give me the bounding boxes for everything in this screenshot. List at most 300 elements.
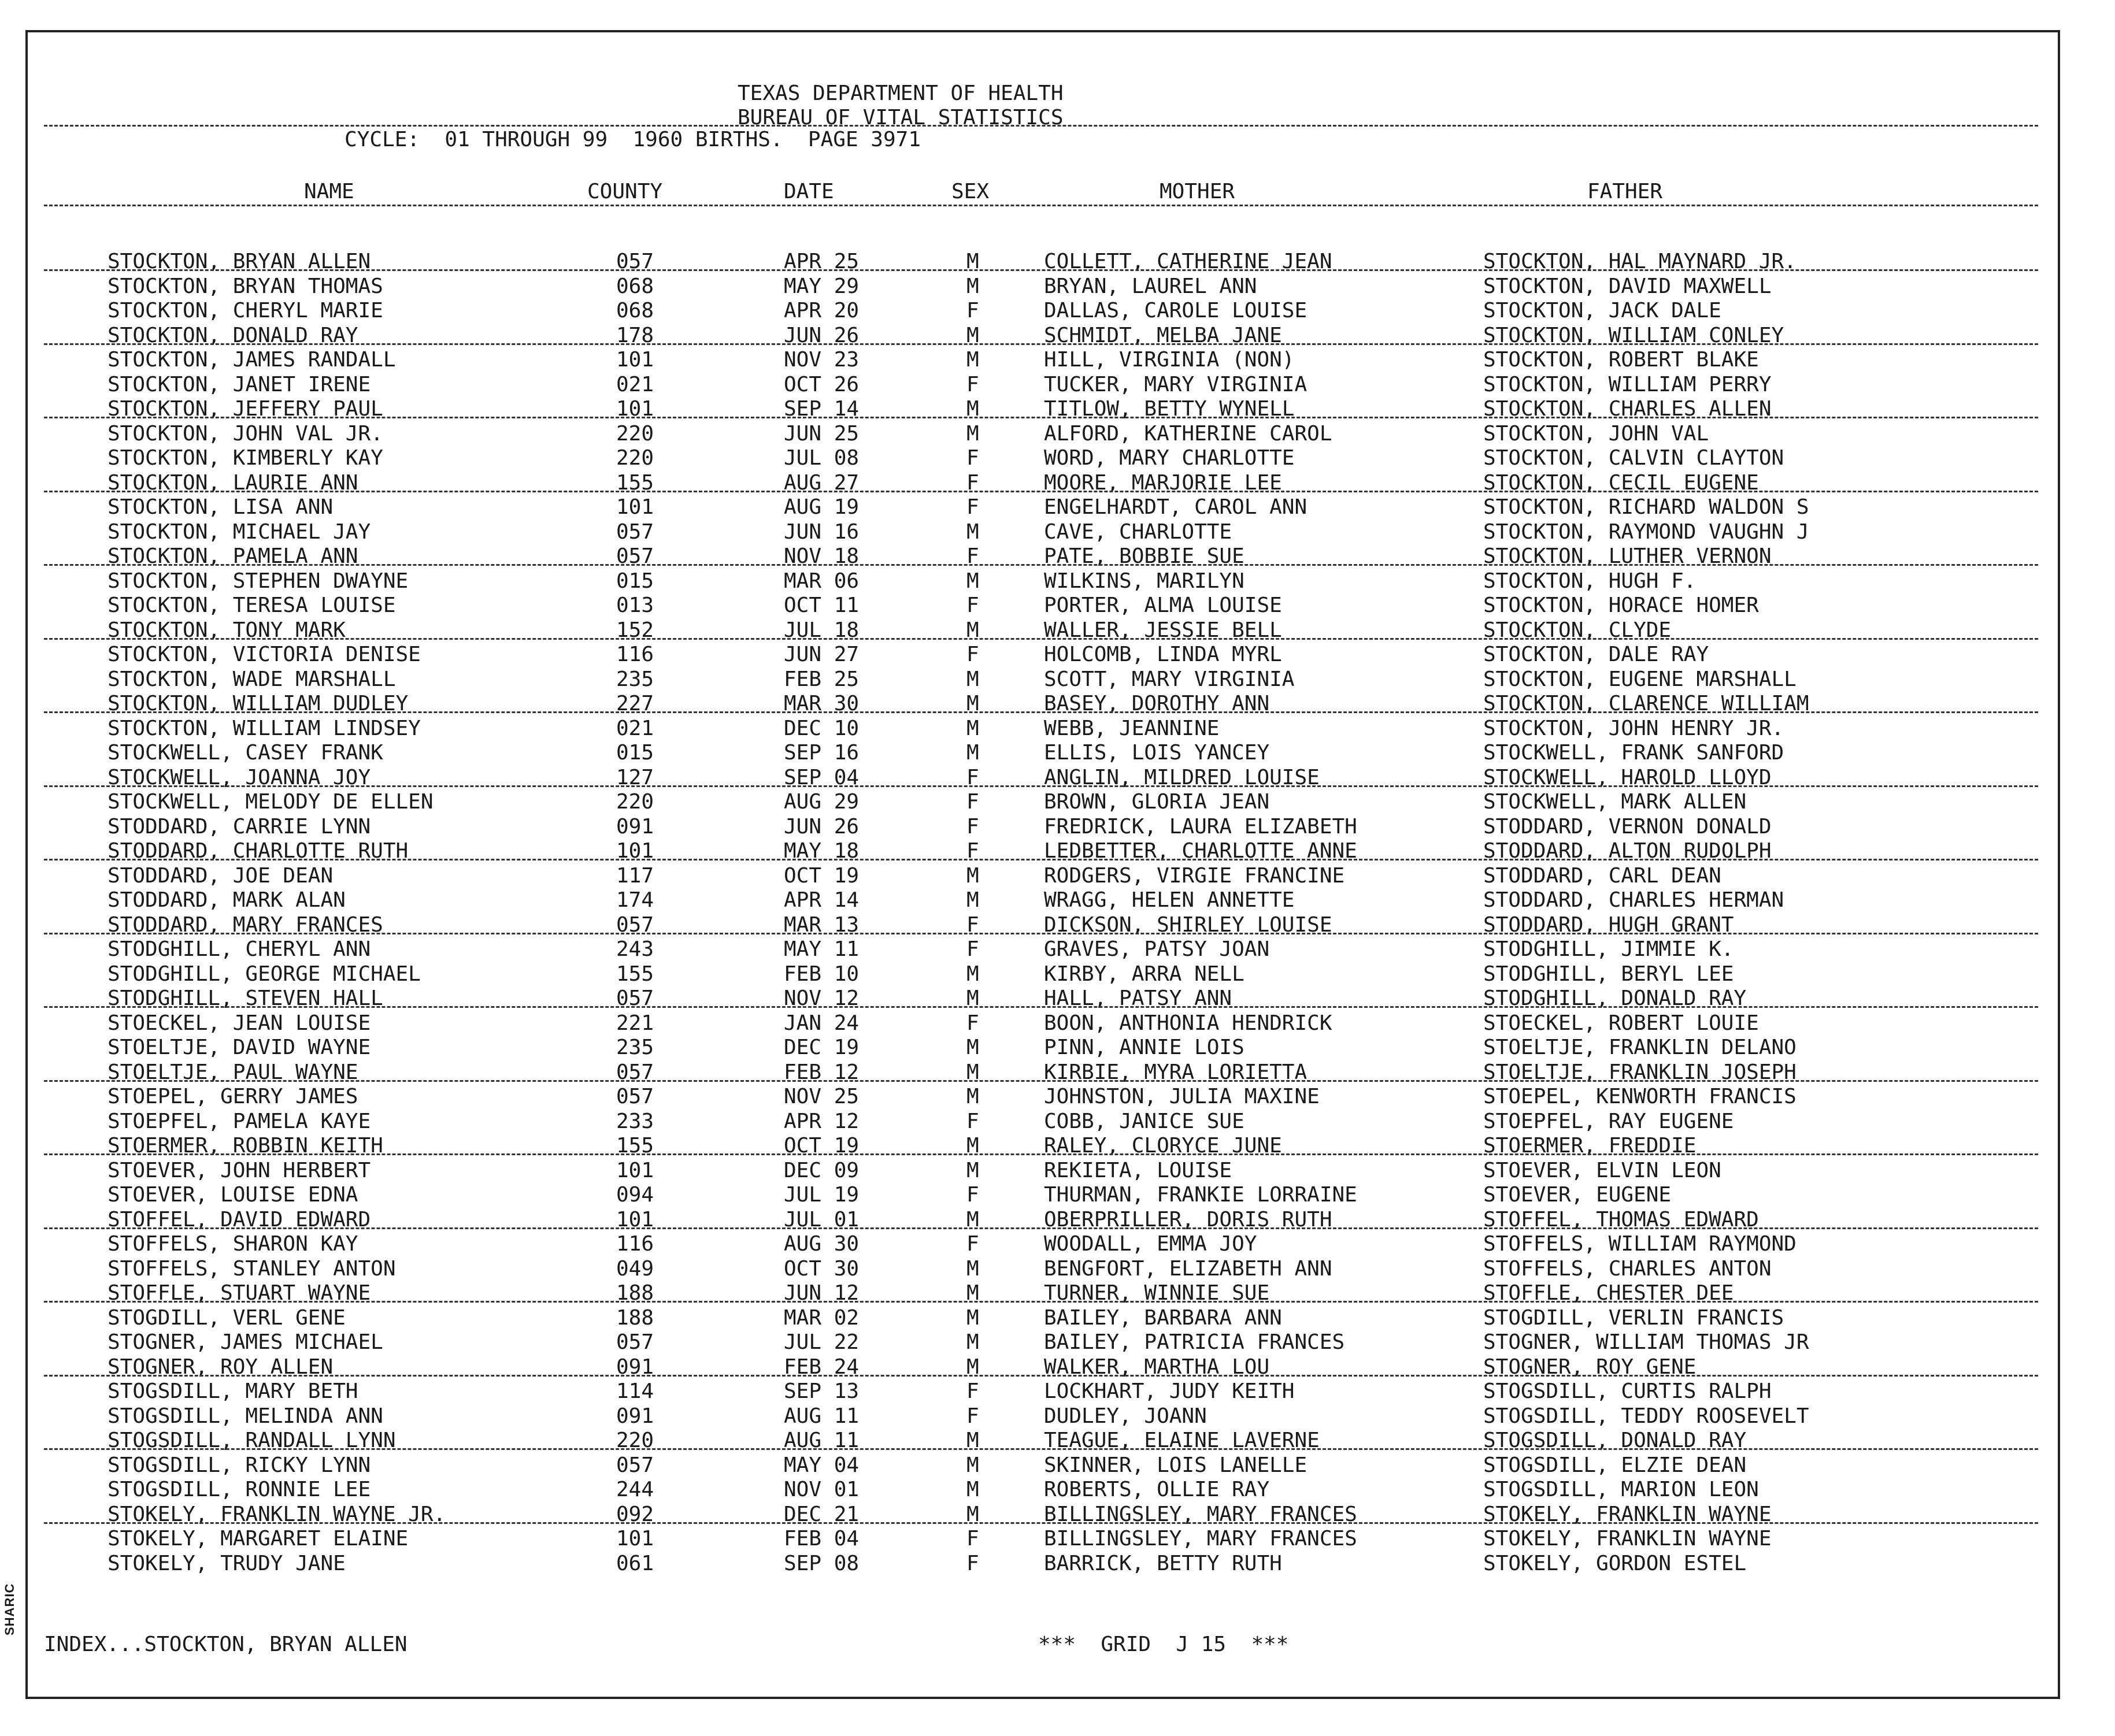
table-row	[0, 1404, 2081, 1429]
cell-date: DEC 19	[784, 1036, 860, 1059]
table-row	[0, 741, 2081, 765]
cell-father: STOGSDILL, CURTIS RALPH	[1483, 1379, 1772, 1403]
cell-county: 057	[616, 520, 654, 544]
cell-county: 057	[616, 1085, 654, 1108]
cell-date: JUN 26	[784, 323, 860, 347]
cell-father: STOGSDILL, TEDDY ROOSEVELT	[1483, 1404, 1809, 1428]
cell-mother: HILL, VIRGINIA (NON)	[1044, 348, 1295, 372]
cell-name: STODDARD, JOE DEAN	[108, 863, 334, 888]
cell-mother: TUCKER, MARY VIRGINIA	[1044, 372, 1307, 396]
cell-county: 101	[616, 1207, 654, 1231]
cell-father: STOCKTON, WILLIAM PERRY	[1483, 372, 1772, 396]
cell-sex: M	[966, 250, 979, 273]
cell-name: STOFFELS, SHARON KAY	[108, 1232, 358, 1256]
header-rule	[44, 125, 2038, 127]
cell-name: STOEVER, LOUISE EDNA	[108, 1183, 358, 1207]
cell-county: 021	[616, 372, 654, 396]
cell-mother: WILKINS, MARILYN	[1044, 569, 1244, 593]
table-row	[0, 962, 2081, 986]
cell-mother: SKINNER, LOIS LANELLE	[1044, 1453, 1307, 1477]
cell-date: MAY 11	[784, 937, 860, 961]
cell-date: MAR 06	[784, 569, 860, 593]
group-rule	[44, 1006, 2038, 1008]
cell-father: STOCKTON, HORACE HOMER	[1483, 593, 1759, 617]
cell-date: SEP 16	[784, 741, 860, 765]
cell-father: STOGNER, ROY GENE	[1483, 1355, 1697, 1379]
cell-father: STODGHILL, BERYL LEE	[1483, 962, 1734, 986]
cell-mother: BAILEY, PATRICIA FRANCES	[1044, 1330, 1345, 1354]
cell-mother: FREDRICK, LAURA ELIZABETH	[1044, 814, 1357, 839]
cell-county: 155	[616, 470, 654, 495]
cell-father: STOCKTON, CECIL EUGENE	[1483, 470, 1759, 495]
cell-county: 057	[616, 544, 654, 568]
cell-date: DEC 09	[784, 1158, 860, 1182]
cell-name: STOCKWELL, JOANNA JOY	[108, 765, 371, 789]
cell-name: STOCKWELL, CASEY FRANK	[108, 741, 383, 765]
cell-sex: F	[966, 1551, 979, 1575]
cell-name: STOCKTON, LAURIE ANN	[108, 470, 358, 495]
cell-sex: M	[966, 1085, 979, 1108]
cell-father: STOGNER, WILLIAM THOMAS JR	[1483, 1330, 1809, 1354]
cell-mother: GRAVES, PATSY JOAN	[1044, 937, 1270, 961]
cell-date: SEP 14	[784, 397, 860, 421]
cell-county: 092	[616, 1502, 654, 1526]
cell-mother: CAVE, CHARLOTTE	[1044, 520, 1232, 544]
cell-father: STOCKWELL, HAROLD LLOYD	[1483, 765, 1772, 789]
cell-date: APR 14	[784, 888, 860, 912]
cell-mother: JOHNSTON, JULIA MAXINE	[1044, 1085, 1320, 1108]
col-header-name: NAME	[304, 180, 354, 203]
table-row	[0, 275, 2081, 299]
cell-county: 243	[616, 937, 654, 961]
cell-sex: F	[966, 765, 979, 789]
cell-father: STODDARD, HUGH GRANT	[1483, 912, 1734, 937]
cell-name: STOECKEL, JEAN LOUISE	[108, 1011, 371, 1035]
cell-sex: F	[966, 1232, 979, 1256]
group-rule	[44, 1227, 2038, 1229]
cell-county: 116	[616, 643, 654, 666]
table-row	[0, 717, 2081, 741]
cell-county: 244	[616, 1478, 654, 1501]
cell-date: AUG 19	[784, 495, 860, 519]
cell-father: STOCKWELL, MARK ALLEN	[1483, 790, 1747, 814]
cell-sex: F	[966, 593, 979, 617]
cell-name: STOCKTON, STEPHEN DWAYNE	[108, 569, 409, 593]
cell-county: 188	[616, 1305, 654, 1330]
cell-mother: ELLIS, LOIS YANCEY	[1044, 741, 1270, 765]
cell-county: 091	[616, 1355, 654, 1379]
cell-county: 015	[616, 569, 654, 593]
cell-name: STOCKTON, VICTORIA DENISE	[108, 643, 421, 666]
cell-sex: M	[966, 741, 979, 765]
cell-name: STOGDILL, VERL GENE	[108, 1305, 346, 1330]
table-row	[0, 593, 2081, 618]
table-row	[0, 1110, 2081, 1134]
cell-sex: F	[966, 839, 979, 863]
table-row	[0, 937, 2081, 962]
cell-father: STODGHILL, JIMMIE K.	[1483, 937, 1734, 961]
cell-father: STOGSDILL, DONALD RAY	[1483, 1429, 1747, 1452]
cell-county: 013	[616, 593, 654, 617]
cell-mother: BENGFORT, ELIZABETH ANN	[1044, 1256, 1332, 1281]
cell-mother: WORD, MARY CHARLOTTE	[1044, 446, 1295, 470]
cell-name: STOCKTON, DONALD RAY	[108, 323, 358, 347]
cell-sex: F	[966, 912, 979, 937]
cell-county: 101	[616, 348, 654, 372]
cell-father: STOEPFEL, RAY EUGENE	[1483, 1109, 1734, 1133]
cell-father: STOCKTON, RICHARD WALDON S	[1483, 495, 1809, 519]
cell-mother: BASEY, DOROTHY ANN	[1044, 692, 1270, 715]
table-row	[0, 422, 2081, 446]
cell-county: 015	[616, 741, 654, 765]
table-row	[0, 348, 2081, 372]
cell-date: APR 20	[784, 299, 860, 322]
cell-county: 101	[616, 1158, 654, 1182]
cell-mother: ANGLIN, MILDRED LOUISE	[1044, 765, 1320, 789]
cell-mother: REKIETA, LOUISE	[1044, 1158, 1232, 1182]
cell-father: STODDARD, ALTON RUDOLPH	[1483, 839, 1772, 863]
cell-mother: SCOTT, MARY VIRGINIA	[1044, 667, 1295, 691]
cell-date: FEB 12	[784, 1060, 860, 1084]
cell-mother: PATE, BOBBIE SUE	[1044, 544, 1244, 568]
cell-sex: M	[966, 274, 979, 298]
group-rule	[44, 933, 2038, 934]
cell-county: 057	[616, 912, 654, 937]
cell-father: STOFFELS, WILLIAM RAYMOND	[1483, 1232, 1797, 1256]
cell-name: STODGHILL, GEORGE MICHAEL	[108, 962, 421, 986]
side-label: SHARIC	[2, 1583, 17, 1635]
cell-father: STOEVER, ELVIN LEON	[1483, 1158, 1721, 1182]
cell-sex: M	[966, 1207, 979, 1231]
cell-sex: M	[966, 1429, 979, 1452]
cell-father: STOFFLE, CHESTER DEE	[1483, 1281, 1734, 1305]
table-row	[0, 520, 2081, 544]
cell-county: 235	[616, 1036, 654, 1059]
cell-sex: M	[966, 888, 979, 912]
cell-sex: M	[966, 323, 979, 347]
cell-date: FEB 24	[784, 1355, 860, 1379]
cell-county: 221	[616, 1011, 654, 1035]
cell-county: 127	[616, 765, 654, 789]
col-header-date: DATE	[784, 180, 834, 203]
cell-county: 152	[616, 618, 654, 642]
group-rule	[44, 1448, 2038, 1450]
cell-sex: F	[966, 643, 979, 666]
cell-date: JUL 22	[784, 1330, 860, 1354]
cell-name: STOELTJE, DAVID WAYNE	[108, 1036, 371, 1059]
cell-county: 091	[616, 814, 654, 839]
cell-sex: F	[966, 1404, 979, 1428]
cell-date: MAY 18	[784, 839, 860, 863]
cell-name: STOKELY, MARGARET ELAINE	[108, 1527, 409, 1550]
cell-date: OCT 11	[784, 593, 860, 617]
cell-father: STOCKTON, LUTHER VERNON	[1483, 544, 1772, 568]
table-row	[0, 1159, 2081, 1183]
cell-sex: M	[966, 1281, 979, 1305]
cell-mother: COLLETT, CATHERINE JEAN	[1044, 250, 1332, 273]
cell-date: DEC 21	[784, 1502, 860, 1526]
cell-name: STOGSDILL, RICKY LYNN	[108, 1453, 371, 1477]
cell-name: STOCKWELL, MELODY DE ELLEN	[108, 790, 434, 814]
cell-date: MAR 13	[784, 912, 860, 937]
table-row	[0, 1036, 2081, 1060]
cell-name: STOCKTON, BRYAN THOMAS	[108, 274, 383, 298]
cell-father: STOCKTON, DALE RAY	[1483, 643, 1709, 666]
cell-county: 220	[616, 790, 654, 814]
cell-sex: M	[966, 1305, 979, 1330]
cell-father: STOCKTON, CLARENCE WILLIAM	[1483, 692, 1809, 715]
cell-sex: F	[966, 814, 979, 839]
cell-name: STOERMER, ROBBIN KEITH	[108, 1134, 383, 1158]
cell-date: SEP 04	[784, 765, 860, 789]
cell-father: STOECKEL, ROBERT LOUIE	[1483, 1011, 1759, 1035]
cell-sex: F	[966, 495, 979, 519]
cell-name: STODGHILL, CHERYL ANN	[108, 937, 371, 961]
cell-county: 117	[616, 863, 654, 888]
table-row	[0, 495, 2081, 520]
cell-mother: PINN, ANNIE LOIS	[1044, 1036, 1244, 1059]
cell-date: NOV 18	[784, 544, 860, 568]
cell-father: STOCKTON, ROBERT BLAKE	[1483, 348, 1759, 372]
cell-county: 057	[616, 1453, 654, 1477]
cell-sex: M	[966, 863, 979, 888]
cell-mother: PORTER, ALMA LOUISE	[1044, 593, 1282, 617]
table-row	[0, 1379, 2081, 1404]
cell-father: STOCKTON, WILLIAM CONLEY	[1483, 323, 1784, 347]
cell-date: OCT 30	[784, 1256, 860, 1281]
cell-father: STOELTJE, FRANKLIN JOSEPH	[1483, 1060, 1797, 1084]
cell-mother: LEDBETTER, CHARLOTTE ANNE	[1044, 839, 1357, 863]
table-row	[0, 1330, 2081, 1355]
agency-title: TEXAS DEPARTMENT OF HEALTH	[738, 81, 1064, 105]
cell-date: JUN 12	[784, 1281, 860, 1305]
table-row	[0, 1183, 2081, 1207]
cell-date: JUL 01	[784, 1207, 860, 1231]
group-rule	[44, 1522, 2038, 1524]
cell-sex: F	[966, 1109, 979, 1133]
cell-mother: WALKER, MARTHA LOU	[1044, 1355, 1270, 1379]
cell-county: 220	[616, 446, 654, 470]
cell-mother: WALLER, JESSIE BELL	[1044, 618, 1282, 642]
table-row	[0, 667, 2081, 692]
group-rule	[44, 638, 2038, 640]
table-row	[0, 1453, 2081, 1478]
table-row	[0, 643, 2081, 667]
cell-father: STODDARD, VERNON DONALD	[1483, 814, 1772, 839]
cell-name: STOCKTON, PAMELA ANN	[108, 544, 358, 568]
cell-name: STOCKTON, BRYAN ALLEN	[108, 250, 371, 273]
col-header-county: COUNTY	[587, 180, 663, 203]
cell-name: STOCKTON, WILLIAM DUDLEY	[108, 692, 409, 715]
cell-father: STODDARD, CARL DEAN	[1483, 863, 1721, 888]
cell-father: STOCKTON, EUGENE MARSHALL	[1483, 667, 1797, 691]
cell-mother: RALEY, CLORYCE JUNE	[1044, 1134, 1282, 1158]
cell-date: FEB 04	[784, 1527, 860, 1550]
cell-date: JUN 27	[784, 643, 860, 666]
cell-name: STOEVER, JOHN HERBERT	[108, 1158, 371, 1182]
cell-date: OCT 19	[784, 1134, 860, 1158]
cell-sex: M	[966, 1478, 979, 1501]
cell-father: STOCKTON, RAYMOND VAUGHN J	[1483, 520, 1809, 544]
cell-sex: M	[966, 520, 979, 544]
cell-sex: F	[966, 446, 979, 470]
cell-date: APR 25	[784, 250, 860, 273]
cell-sex: M	[966, 421, 979, 446]
table-row	[0, 888, 2081, 912]
cell-mother: DALLAS, CAROLE LOUISE	[1044, 299, 1307, 322]
cell-mother: BOON, ANTHONIA HENDRICK	[1044, 1011, 1332, 1035]
cell-mother: LOCKHART, JUDY KEITH	[1044, 1379, 1295, 1403]
cell-name: STOCKTON, TONY MARK	[108, 618, 346, 642]
cell-name: STOGSDILL, RANDALL LYNN	[108, 1429, 396, 1452]
cell-mother: HOLCOMB, LINDA MYRL	[1044, 643, 1282, 666]
cell-date: NOV 12	[784, 986, 860, 1010]
cell-date: AUG 11	[784, 1404, 860, 1428]
cell-county: 057	[616, 1060, 654, 1084]
cell-sex: M	[966, 716, 979, 740]
cell-name: STOGSDILL, RONNIE LEE	[108, 1478, 371, 1501]
cell-name: STOCKTON, JAMES RANDALL	[108, 348, 396, 372]
bureau-title: BUREAU OF VITAL STATISTICS	[738, 106, 1064, 129]
cell-date: AUG 27	[784, 470, 860, 495]
cell-date: JAN 24	[784, 1011, 860, 1035]
cell-sex: M	[966, 667, 979, 691]
table-row	[0, 1552, 2081, 1576]
cell-name: STOCKTON, JEFFERY PAUL	[108, 397, 383, 421]
cell-mother: TURNER, WINNIE SUE	[1044, 1281, 1270, 1305]
cell-mother: BILLINGSLEY, MARY FRANCES	[1044, 1527, 1357, 1550]
cell-mother: SCHMIDT, MELBA JANE	[1044, 323, 1282, 347]
cell-county: 094	[616, 1183, 654, 1207]
cell-name: STOCKTON, JOHN VAL JR.	[108, 421, 383, 446]
cell-mother: TITLOW, BETTY WYNELL	[1044, 397, 1295, 421]
cell-sex: M	[966, 1036, 979, 1059]
cell-mother: ALFORD, KATHERINE CAROL	[1044, 421, 1332, 446]
cell-name: STOGNER, ROY ALLEN	[108, 1355, 334, 1379]
table-row	[0, 864, 2081, 888]
cell-date: FEB 25	[784, 667, 860, 691]
grid-label: *** GRID J 15 ***	[1038, 1633, 1289, 1656]
table-row	[0, 373, 2081, 397]
cell-name: STODDARD, CHARLOTTE RUTH	[108, 839, 409, 863]
cell-date: NOV 23	[784, 348, 860, 372]
cell-father: STOCKTON, CALVIN CLAYTON	[1483, 446, 1784, 470]
cell-county: 227	[616, 692, 654, 715]
cell-county: 155	[616, 962, 654, 986]
cell-county: 068	[616, 299, 654, 322]
cell-father: STODGHILL, DONALD RAY	[1483, 986, 1747, 1010]
cell-county: 220	[616, 421, 654, 446]
cell-mother: THURMAN, FRANKIE LORRAINE	[1044, 1183, 1357, 1207]
table-row	[0, 1232, 2081, 1256]
cell-mother: DUDLEY, JOANN	[1044, 1404, 1207, 1428]
cell-father: STOGSDILL, MARION LEON	[1483, 1478, 1759, 1501]
group-rule	[44, 1153, 2038, 1155]
cell-father: STOKELY, GORDON ESTEL	[1483, 1551, 1747, 1575]
cell-date: DEC 10	[784, 716, 860, 740]
cell-date: JUL 19	[784, 1183, 860, 1207]
cell-name: STOCKTON, WILLIAM LINDSEY	[108, 716, 421, 740]
table-row	[0, 1527, 2081, 1551]
cell-county: 021	[616, 716, 654, 740]
cell-county: 233	[616, 1109, 654, 1133]
group-rule	[44, 711, 2038, 713]
cell-date: FEB 10	[784, 962, 860, 986]
cell-mother: DICKSON, SHIRLEY LOUISE	[1044, 912, 1332, 937]
cell-sex: M	[966, 986, 979, 1010]
cell-county: 155	[616, 1134, 654, 1158]
cell-father: STOCKTON, JOHN VAL	[1483, 421, 1709, 446]
cell-sex: F	[966, 544, 979, 568]
cell-county: 101	[616, 397, 654, 421]
cell-county: 049	[616, 1256, 654, 1281]
group-rule	[44, 1301, 2038, 1303]
cell-date: OCT 19	[784, 863, 860, 888]
cell-mother: ENGELHARDT, CAROL ANN	[1044, 495, 1307, 519]
col-header-sex: SEX	[951, 180, 990, 203]
cell-date: NOV 01	[784, 1478, 860, 1501]
cell-name: STOFFELS, STANLEY ANTON	[108, 1256, 396, 1281]
cell-mother: COBB, JANICE SUE	[1044, 1109, 1244, 1133]
cell-name: STOFFEL, DAVID EDWARD	[108, 1207, 371, 1231]
cell-mother: WEBB, JEANNINE	[1044, 716, 1220, 740]
cell-mother: OBERPRILLER, DORIS RUTH	[1044, 1207, 1332, 1231]
cell-sex: F	[966, 470, 979, 495]
cell-sex: F	[966, 299, 979, 322]
index-line: INDEX...STOCKTON, BRYAN ALLEN	[44, 1633, 408, 1656]
cell-sex: M	[966, 692, 979, 715]
cell-name: STOGNER, JAMES MICHAEL	[108, 1330, 383, 1354]
cell-name: STOCKTON, CHERYL MARIE	[108, 299, 383, 322]
cell-sex: M	[966, 348, 979, 372]
cell-name: STODDARD, MARY FRANCES	[108, 912, 383, 937]
cell-father: STOFFEL, THOMAS EDWARD	[1483, 1207, 1759, 1231]
cell-father: STOCKTON, DAVID MAXWELL	[1483, 274, 1772, 298]
cell-name: STOFFLE, STUART WAYNE	[108, 1281, 371, 1305]
cell-county: 178	[616, 323, 654, 347]
cell-date: JUN 16	[784, 520, 860, 544]
cell-mother: WOODALL, EMMA JOY	[1044, 1232, 1257, 1256]
col-header-father: FATHER	[1587, 180, 1663, 203]
group-rule	[44, 1375, 2038, 1377]
cell-name: STOCKTON, LISA ANN	[108, 495, 334, 519]
cell-father: STOERMER, FREDDIE	[1483, 1134, 1697, 1158]
cell-date: SEP 08	[784, 1551, 860, 1575]
cell-father: STOCKTON, CLYDE	[1483, 618, 1672, 642]
cell-mother: BAILEY, BARBARA ANN	[1044, 1305, 1282, 1330]
cell-county: 114	[616, 1379, 654, 1403]
cell-sex: M	[966, 569, 979, 593]
cell-county: 061	[616, 1551, 654, 1575]
cell-mother: ROBERTS, OLLIE RAY	[1044, 1478, 1270, 1501]
cell-father: STOCKTON, HAL MAYNARD JR.	[1483, 250, 1797, 273]
cell-mother: KIRBIE, MYRA LORIETTA	[1044, 1060, 1307, 1084]
table-row	[0, 446, 2081, 470]
cell-county: 116	[616, 1232, 654, 1256]
cell-father: STOGSDILL, ELZIE DEAN	[1483, 1453, 1747, 1477]
group-rule	[44, 1080, 2038, 1082]
cell-date: MAY 29	[784, 274, 860, 298]
table-row	[0, 299, 2081, 323]
cell-mother: WRAGG, HELEN ANNETTE	[1044, 888, 1295, 912]
cell-mother: KIRBY, ARRA NELL	[1044, 962, 1244, 986]
cell-date: JUN 25	[784, 421, 860, 446]
cell-date: NOV 25	[784, 1085, 860, 1108]
cell-name: STOKELY, TRUDY JANE	[108, 1551, 346, 1575]
table-row	[0, 1011, 2081, 1036]
cell-sex: F	[966, 1183, 979, 1207]
cell-county: 101	[616, 495, 654, 519]
